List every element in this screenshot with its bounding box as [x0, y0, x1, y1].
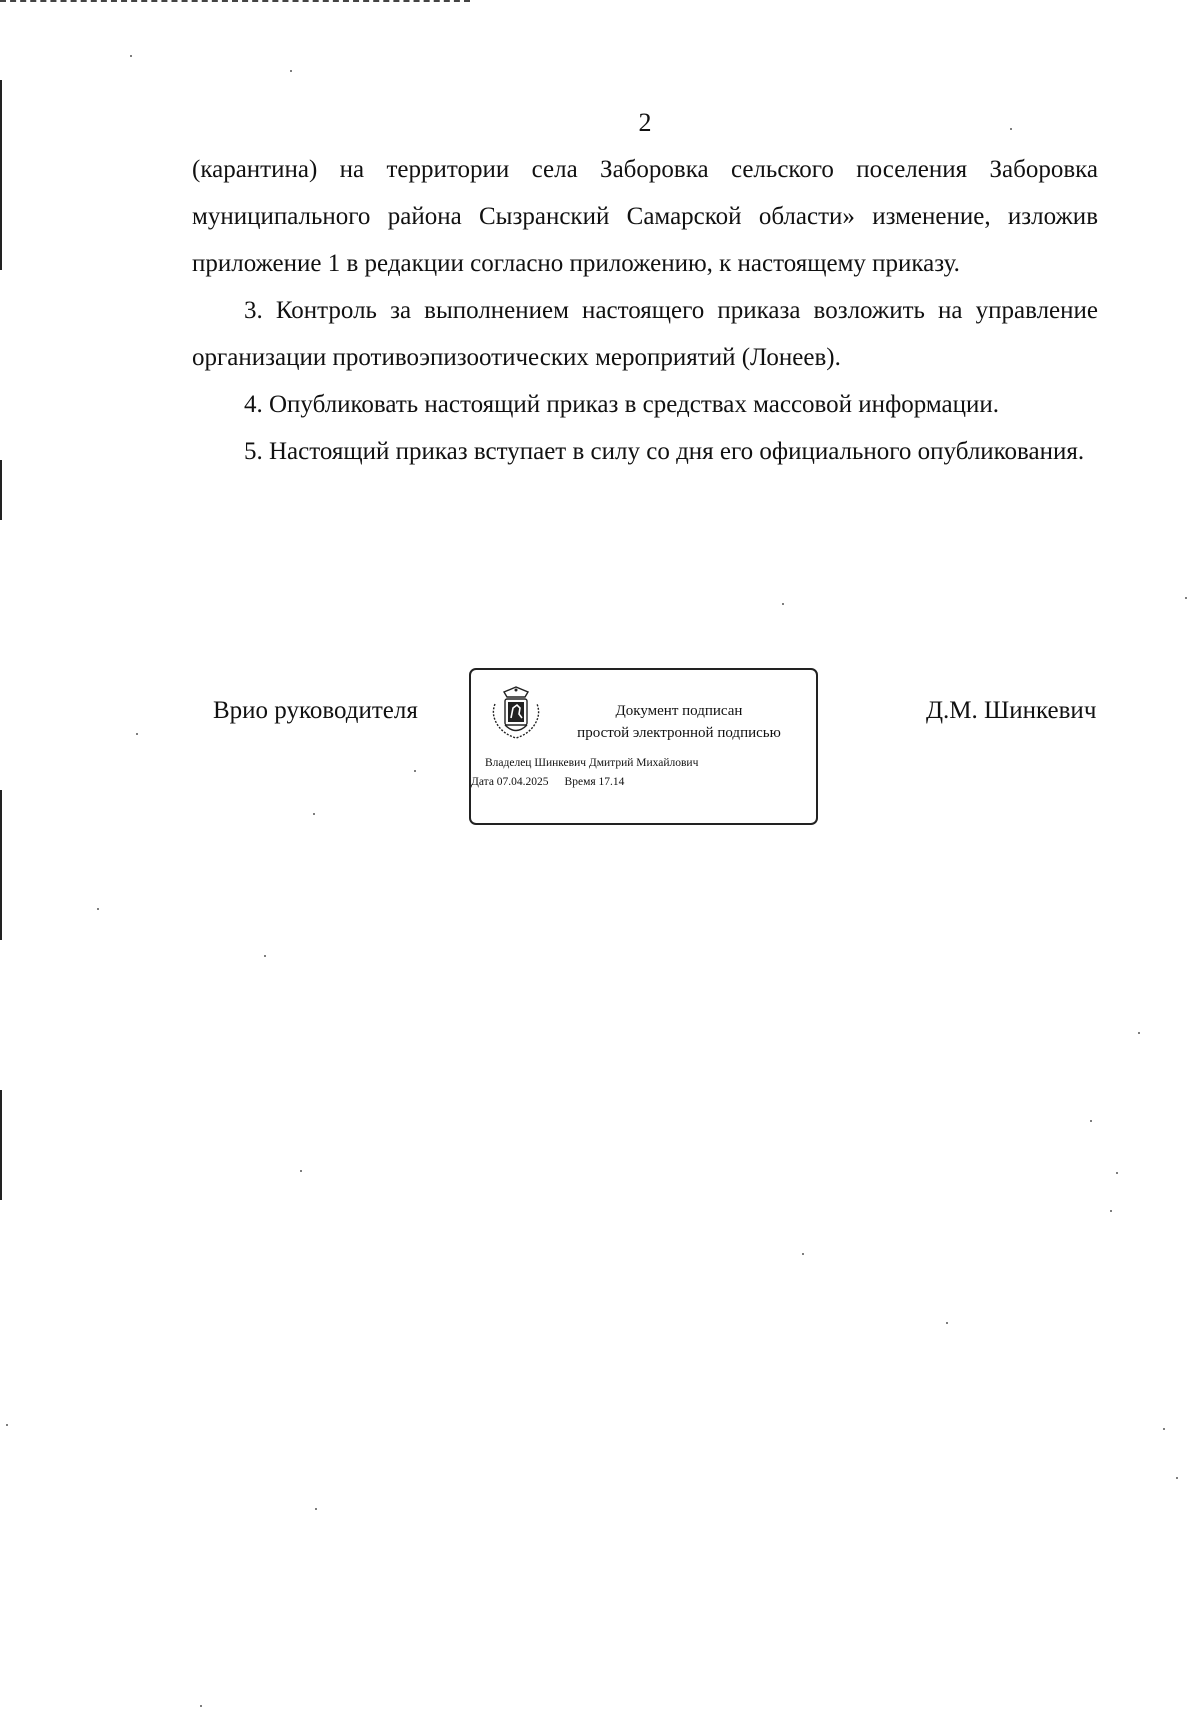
stamp-title-line-1: Документ подписан — [615, 703, 743, 719]
scan-speck — [6, 1424, 8, 1426]
scan-speck — [1138, 1032, 1140, 1034]
scan-speck — [200, 1705, 202, 1707]
scan-artifact-left-edge — [0, 460, 2, 520]
scan-speck — [802, 1253, 804, 1255]
scan-artifact-top-edge — [0, 0, 470, 2]
scan-speck — [1116, 1172, 1118, 1174]
scan-speck — [315, 1508, 317, 1510]
scan-speck — [136, 733, 138, 735]
scan-speck — [1090, 1120, 1092, 1122]
paragraph-item-4: 4. Опубликовать настоящий приказ в средствах массовой информации. — [244, 391, 1000, 418]
stamp-title — [549, 700, 809, 744]
document-body — [192, 146, 1098, 475]
scan-speck — [414, 770, 416, 772]
electronic-signature-stamp — [469, 668, 818, 825]
coat-of-arms-icon — [487, 684, 545, 742]
stamp-date: Дата 07.04.2025 — [471, 776, 549, 788]
scan-speck — [1163, 1428, 1165, 1430]
stamp-title-line-2: простой электронной подписью — [577, 725, 781, 741]
stamp-time: Время 17.14 — [564, 776, 625, 788]
scan-speck — [130, 55, 132, 57]
scan-speck — [1110, 1210, 1112, 1212]
signatory-position: Врио руководителя — [213, 697, 418, 724]
stamp-date-time — [471, 776, 640, 788]
signatory-name: Д.М. Шинкевич — [926, 697, 1097, 724]
stamp-owner: Владелец Шинкевич Дмитрий Михайлович — [485, 757, 699, 769]
scan-speck — [782, 603, 784, 605]
scan-speck — [313, 813, 315, 815]
paragraph-continuation: (карантина) на территории села Заборовка сельского поселения Заборовка муниципального района Сызранский Самарской области» изменение, изложив приложение 1 в редакции согласно приложению, к настоящему приказу. — [192, 156, 1098, 277]
scan-speck — [264, 955, 266, 957]
scan-artifact-left-edge — [0, 790, 2, 940]
paragraph-item-5: 5. Настоящий приказ вступает в силу со дня его официального опубликования. — [244, 438, 1085, 465]
scan-speck — [1185, 597, 1187, 599]
paragraph-item-3: 3. Контроль за выполнением настоящего приказа возложить на управление организации противоэпизоотических мероприятий (Лонеев). — [192, 297, 1098, 371]
scan-speck — [946, 1322, 948, 1324]
scan-speck — [300, 1170, 302, 1172]
scan-speck — [1176, 1477, 1178, 1479]
scan-artifact-left-edge — [0, 1090, 2, 1200]
scan-speck — [290, 70, 292, 72]
scan-speck — [97, 908, 99, 910]
page-number: 2 — [638, 108, 652, 137]
